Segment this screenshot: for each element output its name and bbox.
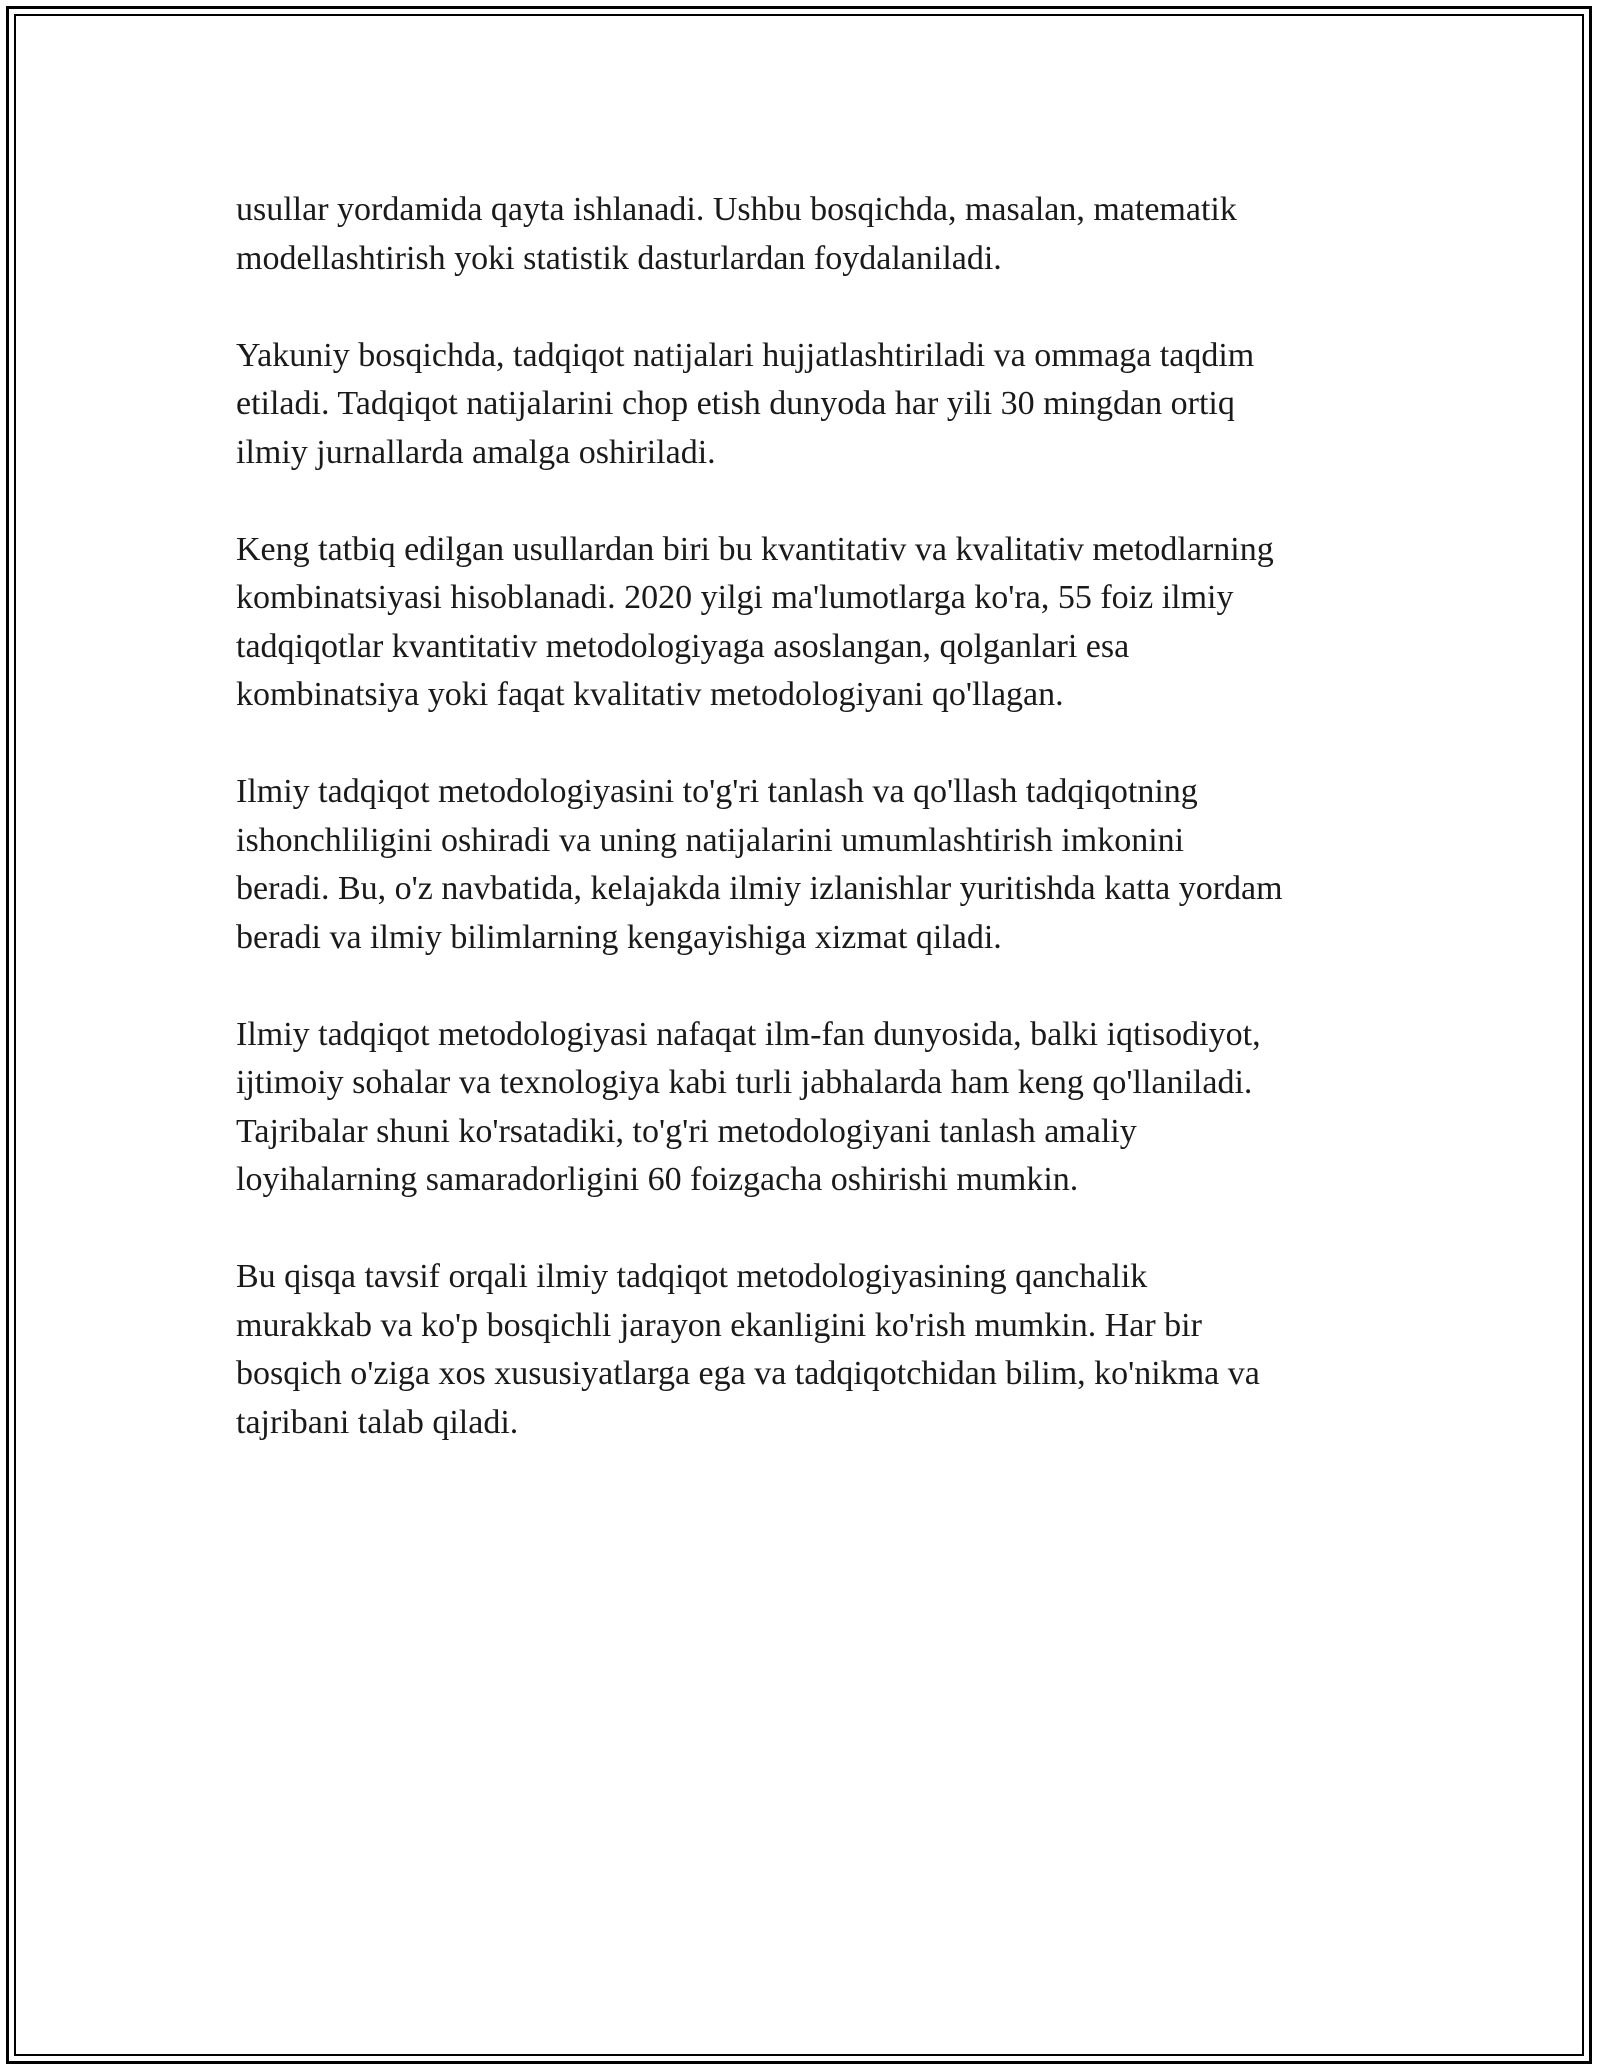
paragraph-line: kombinatsiyasi hisoblanadi. 2020 yilgi ma'lumotlarga ko'ra, 55 foiz ilmiy xyxy=(236,579,1234,616)
paragraph-line: kombinatsiya yoki faqat kvalitativ metodologiyani qo'llagan. xyxy=(236,676,1064,713)
paragraph-line: Yakuniy bosqichda, tadqiqot natijalari hujjatlashtiriladi va ommaga taqdim xyxy=(236,336,1255,374)
paragraph-3 xyxy=(236,526,1386,720)
paragraph-1 xyxy=(236,186,1386,283)
paragraph-2 xyxy=(236,332,1386,478)
paragraph-line: bosqich o'ziga xos xususiyatlarga ega va tadqiqotchidan bilim, ko'nikma va xyxy=(236,1355,1260,1392)
paragraph-4 xyxy=(236,768,1386,962)
paragraph-6 xyxy=(236,1253,1386,1447)
paragraph-line: Keng tatbiq edilgan usullardan biri bu kvantitativ va kvalitativ metodlarning xyxy=(236,530,1274,568)
paragraph-line: Tajribalar shuni ko'rsatadiki, to'g'ri metodologiyani tanlash amaliy xyxy=(236,1112,1137,1150)
paragraph-line: Bu qisqa tavsif orqali ilmiy tadqiqot metodologiyasining qanchalik xyxy=(236,1258,1148,1295)
paragraph-line: tadqiqotlar kvantitativ metodologiyaga asoslangan, qolganlari esa xyxy=(236,627,1130,665)
paragraph-line: modellashtirish yoki statistik dasturlardan foydalaniladi. xyxy=(236,239,1002,277)
paragraph-line: murakkab va ko'p bosqichli jarayon ekanligini ko'rish mumkin. Har bir xyxy=(236,1306,1202,1344)
document-body xyxy=(236,186,1386,1496)
paragraph-line: Ilmiy tadqiqot metodologiyasini to'g'ri tanlash va qo'llash tadqiqotning xyxy=(236,773,1198,810)
paragraph-line: usullar yordamida qayta ishlanadi. Ushbu bosqichda, masalan, matematik xyxy=(236,191,1237,228)
paragraph-line: beradi. Bu, o'z navbatida, kelajakda ilmiy izlanishlar yuritishda katta yordam xyxy=(236,870,1283,907)
paragraph-line: ishonchliligini oshiradi va uning natijalarini umumlashtirish imkonini xyxy=(236,821,1185,859)
paragraph-line: ilmiy jurnallarda amalga oshiriladi. xyxy=(236,433,716,471)
paragraph-5 xyxy=(236,1011,1386,1205)
paragraph-line: ijtimoiy sohalar va texnologiya kabi turli jabhalarda ham keng qo'llaniladi. xyxy=(236,1064,1253,1101)
paragraph-line: etiladi. Tadqiqot natijalarini chop etish dunyoda har yili 30 mingdan ortiq xyxy=(236,385,1235,422)
paragraph-line: Ilmiy tadqiqot metodologiyasi nafaqat ilm-fan dunyosida, balki iqtisodiyot, xyxy=(236,1015,1261,1053)
paragraph-line: loyihalarning samaradorligini 60 foizgacha oshirishi mumkin. xyxy=(236,1161,1079,1198)
paragraph-line: beradi va ilmiy bilimlarning kengayishiga xizmat qiladi. xyxy=(236,918,1002,956)
paragraph-line: tajribani talab qiladi. xyxy=(236,1403,519,1441)
